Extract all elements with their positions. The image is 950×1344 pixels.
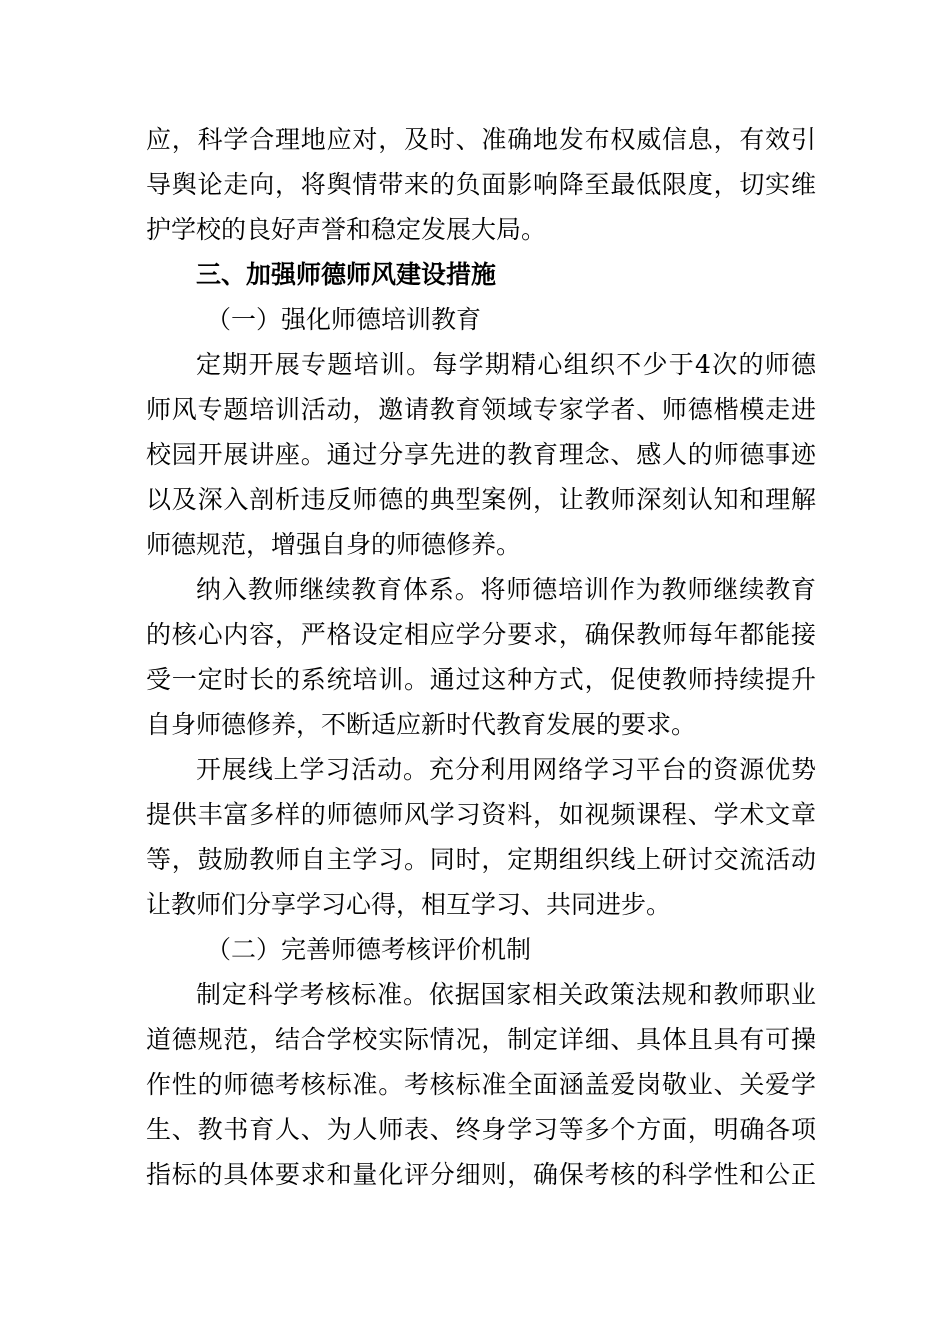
text-line: 的核心内容，严格设定相应学分要求，确保教师每年都能接 [146,620,816,649]
text-line: 开展线上学习活动。充分利用网络学习平台的资源优势 [196,755,816,784]
text-line: 以及深入剖析违反师德的典型案例，让教师深刻认知和理解 [146,485,816,514]
text-line: 制定科学考核标准。依据国家相关政策法规和教师职业 [196,980,816,1009]
text-line: 受一定时长的系统培训。通过这种方式，促使教师持续提升 [146,665,816,694]
text-line: 让教师们分享学习心得，相互学习、共同进步。 [146,890,672,919]
text-line: 纳入教师继续教育体系。将师德培训作为教师继续教育 [196,575,816,604]
text-line: 等，鼓励教师自主学习。同时，定期组织线上研讨交流活动 [146,845,816,874]
text-line: 师风专题培训活动，邀请教育领域专家学者、师德楷模走进 [146,395,816,424]
text-line: 提供丰富多样的师德师风学习资料，如视频课程、学术文章 [146,800,816,829]
text-line: 校园开展讲座。通过分享先进的教育理念、感人的师德事迹 [146,440,816,469]
text-line: 应，科学合理地应对，及时、准确地发布权威信息，有效引 [146,125,816,154]
text-line: 生、教书育人、为人师表、终身学习等多个方面，明确各项 [146,1115,816,1144]
subsection-heading: （一）强化师德培训教育 [206,305,482,334]
text-line: 定期开展专题培训。每学期精心组织不少于4次的师德 [196,350,816,379]
text-line: 导舆论走向，将舆情带来的负面影响降至最低限度，切实维 [146,170,816,199]
text-line: 指标的具体要求和量化评分细则，确保考核的科学性和公正 [146,1160,816,1189]
text-line: 师德规范，增强自身的师德修养。 [146,530,522,559]
subsection-heading: （二）完善师德考核评价机制 [206,935,532,964]
section-heading: 三、加强师德师风建设措施 [196,260,497,289]
text-line: 护学校的良好声誉和稳定发展大局。 [146,215,547,244]
text-line: 道德规范，结合学校实际情况，制定详细、具体且具有可操 [146,1025,816,1054]
text-line: 自身师德修养，不断适应新时代教育发展的要求。 [146,710,697,739]
text-line: 作性的师德考核标准。考核标准全面涵盖爱岗敬业、关爱学 [146,1070,816,1099]
